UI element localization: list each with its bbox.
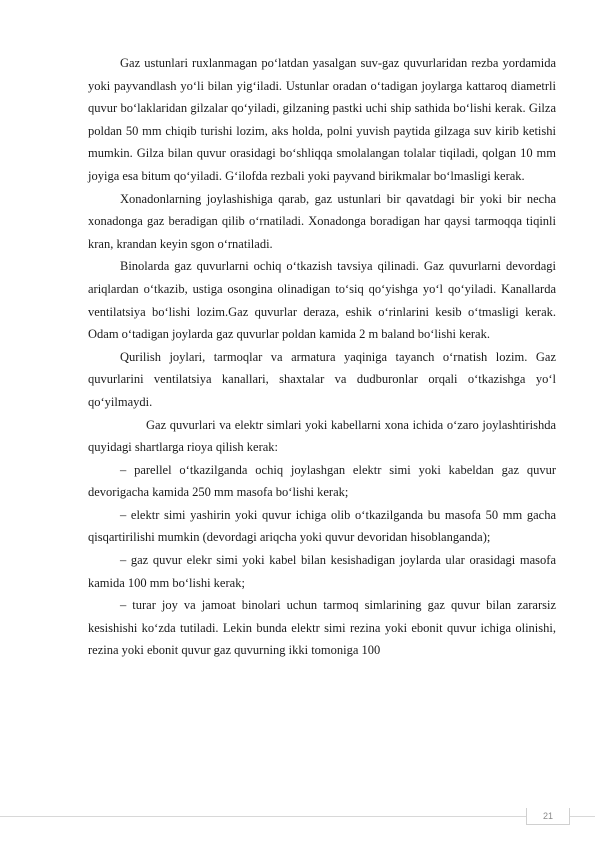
- footer-divider: [0, 816, 595, 817]
- paragraph-gaz-ustunlari: Gaz ustunlari ruxlanmagan po‘latdan yasalgan suv-gaz quvurlaridan rezba yordamida yoki payvandlash yo‘li bilan yig‘iladi. Ustunlar oradan o‘tadigan joylarga kattaroq diametrli quvur bo‘laklaridan gilzalar qo‘yiladi, gilzaning pastki uchi ship sathida bo‘lishi kerak. Gilza poldan 50 mm chiqib turishi lozim, aks holda, polni yuvish paytida gilzaga suv kirib ketishi mumkin. Gilza bilan quvur orasidagi bo‘shliqqa smolalangan tolalar tiqiladi, qolgan 10 mm joyiga esa bitum qo‘yiladi. G‘ilofda rezbali yoki payvand birikmalar bo‘lmasligi kerak.: [88, 56, 556, 183]
- list-item-kesishish: – gaz quvur elekr simi yoki kabel bilan kesishadigan joylarda ular orasidagi masofa kamida 100 mm bo‘lishi kerak;: [88, 553, 556, 590]
- list-item-parallel: – parellel o‘tkazilganda ochiq joylashgan elektr simi yoki kabeldan gaz quvur devorigacha kamida 250 mm masofa bo‘lishi kerak;: [88, 462, 556, 500]
- page-number: 21: [526, 808, 570, 825]
- list-item-turar-joy: – turar joy va jamoat binolari uchun tarmoq simlarining gaz quvur bilan zararsiz kesishishi ko‘zda tutiladi. Lekin bunda elektr simi rezina yoki ebonit quvur ichiga olinishi, rezina yoki ebonit quvur gaz quvurning ikki tomoniga 100: [88, 598, 556, 658]
- list-item-yashirin: – elektr simi yashirin yoki quvur ichiga olib o‘tkazilganda bu masofa 50 mm gacha qisqartirilishi mumkin (devordagi ariqcha yoki quvur devoridan hisoblanganda);: [88, 507, 556, 545]
- paragraph-elektr-simlari-shartlar: Gaz quvurlari va elektr simlari yoki kabellarni xona ichida o‘zaro joylashtirishda quyidagi shartlarga rioya qilish kerak:: [88, 417, 556, 455]
- paragraph-binolarda: Binolarda gaz quvurlarni ochiq o‘tkazish tavsiya qilinadi. Gaz quvurlarni devordagi ariqlardan o‘tkazib, ustiga osongina olinadigan to‘siq qo‘yishga yo‘l qo‘yiladi. Kanallarda ventilatsiya bo‘lishi lozim.Gaz quvurlar deraza, eshik o‘rinlarini kesib o‘tmasligi kerak. Odam o‘tadigan joylarda gaz quvurlar poldan kamida 2 m baland bo‘lishi kerak.: [88, 259, 556, 342]
- paragraph-xonadonlar: Xonadonlarning joylashishiga qarab, gaz ustunlari bir qavatdagi bir yoki bir necha xonadonga gaz beradigan qilib o‘rnatiladi. Xonadonga boradigan har qaysi tarmoqqa tiqinli kran, krandan keyin sgon o‘rnatiladi.: [88, 191, 556, 251]
- body-text: [88, 52, 556, 662]
- paragraph-qurilish-joylari: Qurilish joylari, tarmoqlar va armatura yaqiniga tayanch o‘rnatish lozim. Gaz quvurlarini ventilatsiya kanallari, shaxtalar va dudburonlar orqali o‘tkazishga yo‘l qo‘yilmaydi.: [88, 349, 556, 409]
